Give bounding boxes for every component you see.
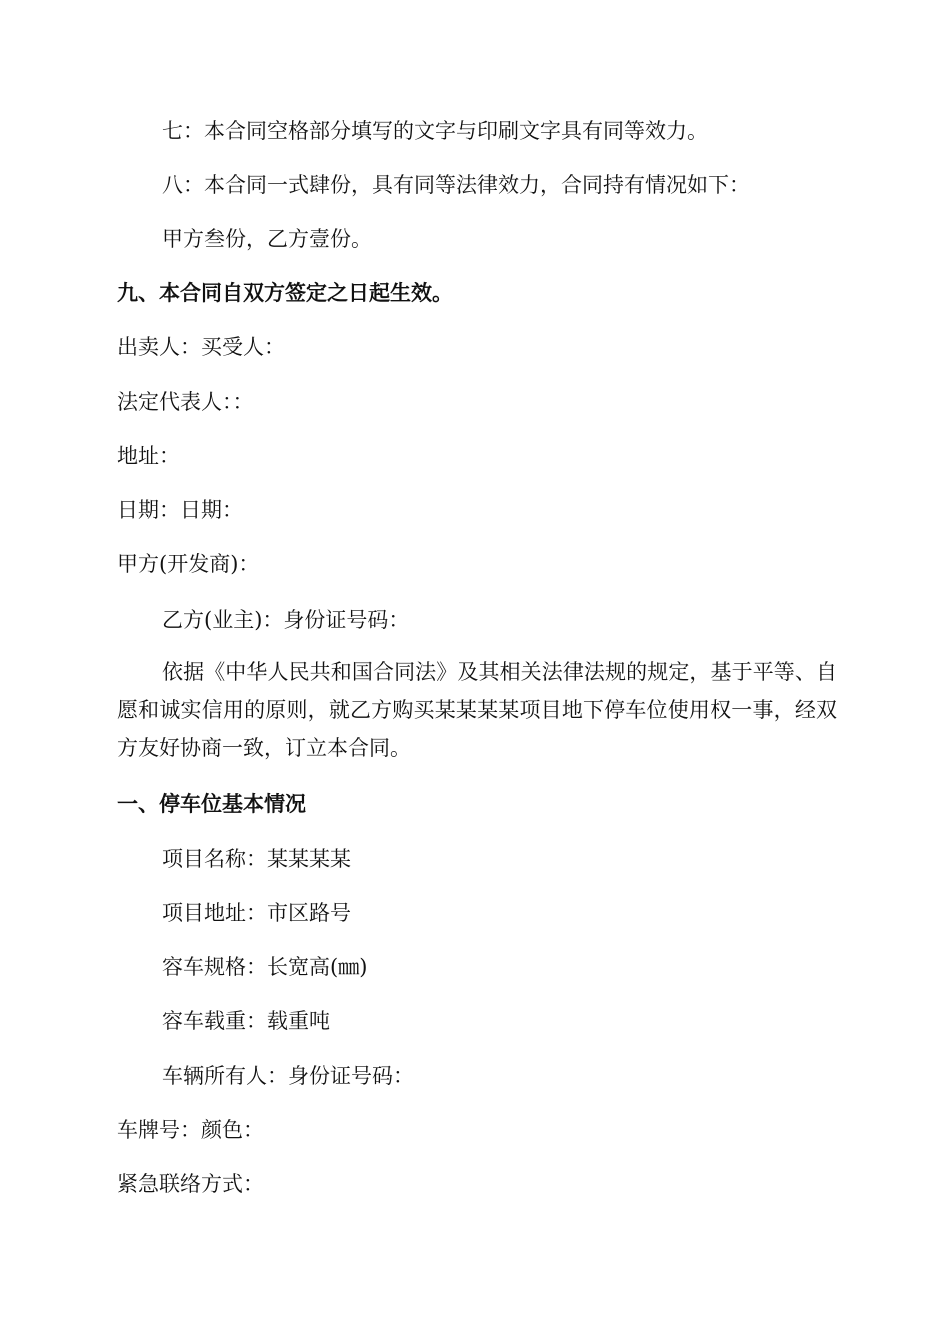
date-line: 日期：日期： — [117, 498, 243, 522]
plate-color-line: 车牌号：颜色： — [117, 1118, 264, 1142]
vehicle-load-line: 容车载重：载重吨 — [162, 1009, 330, 1033]
project-name-line: 项目名称：某某某某 — [162, 847, 351, 871]
address-line: 地址： — [117, 444, 180, 468]
seller-buyer-line: 出卖人：买受人： — [117, 335, 285, 359]
party-a-line: 甲方(开发商)： — [117, 552, 260, 576]
section-one-heading: 一、停车位基本情况 — [117, 792, 306, 816]
party-b-line: 乙方(业主)：身份证号码： — [162, 608, 410, 632]
copies-distribution: 甲方叁份，乙方壹份。 — [162, 227, 372, 251]
vehicle-owner-line: 车辆所有人：身份证号码： — [162, 1064, 414, 1088]
intro-paragraph: 依据《中华人民共和国合同法》及其相关法律法规的规定，基于平等、自愿和诚实信用的原则，就乙方购买某某某某项目地下停车位使用权一事，经双方友好协商一致，订立本合同。 — [117, 660, 837, 760]
vehicle-spec-line: 容车规格：长宽高(㎜) — [162, 955, 368, 979]
emergency-contact-line: 紧急联络方式： — [117, 1172, 264, 1196]
clause-eight: 八：本合同一式肆份，具有同等法律效力，合同持有情况如下： — [162, 173, 750, 197]
project-address-line: 项目地址：市区路号 — [162, 901, 351, 925]
clause-nine-heading: 九、本合同自双方签定之日起生效。 — [117, 281, 453, 305]
legal-representative-line: 法定代表人：： — [117, 390, 254, 414]
clause-seven: 七：本合同空格部分填写的文字与印刷文字具有同等效力。 — [162, 119, 708, 143]
